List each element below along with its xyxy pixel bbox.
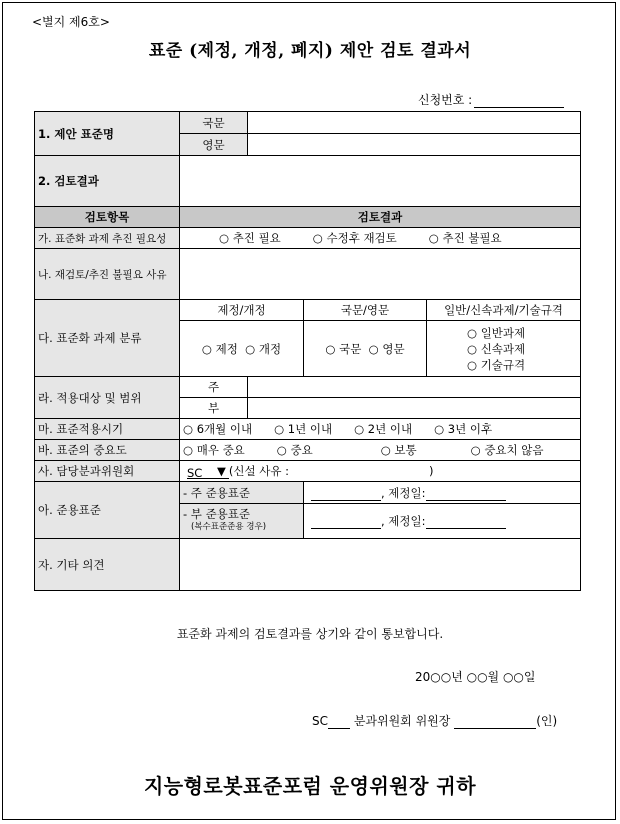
sub-compliance-field [304, 504, 581, 539]
option-2-years[interactable]: ○ 2년 이내 [354, 422, 413, 436]
necessity-label: 가. 표준화 과제 추진 필요성 [35, 228, 180, 249]
sub-compliance-cell [180, 504, 304, 539]
enact-options [180, 321, 304, 377]
option-very-important[interactable]: ○ 매우 중요 [183, 443, 245, 457]
option-1-year[interactable]: ○ 1년 이내 [274, 422, 333, 436]
option-unnecessary[interactable]: ○ 추진 불필요 [428, 231, 502, 245]
scope-main-label: 주 [180, 377, 248, 398]
main-compliance-date-input[interactable] [426, 488, 506, 501]
korean-name-label: 국문 [180, 112, 248, 134]
option-english[interactable]: ○ 영문 [368, 341, 405, 356]
scope-label: 라. 적용대상 및 범위 [35, 377, 180, 419]
option-3-years[interactable]: ○ 3년 이후 [434, 422, 493, 436]
main-compliance-input[interactable] [311, 488, 381, 501]
application-number-label: 신청번호 : [418, 93, 473, 107]
main-compliance-label: - 주 준용표준 [180, 482, 304, 504]
signature-prefix: SC [312, 714, 328, 728]
signature-middle: 분과위원회 위원장 [350, 714, 455, 728]
other-opinion-label: 자. 기타 의견 [35, 539, 180, 591]
timing-label: 마. 표준적용시기 [35, 419, 180, 440]
application-number [418, 91, 564, 108]
review-result-header: 검토결과 [180, 207, 581, 228]
classification-col-type: 일반/신속과제/기술규격 [427, 300, 581, 321]
english-name-field[interactable] [248, 134, 581, 156]
option-important[interactable]: ○ 중요 [276, 443, 313, 457]
sub-compliance-label: - 부 준용표준 [183, 507, 251, 521]
review-form-table [34, 111, 581, 591]
option-normal[interactable]: ○ 보통 [380, 443, 417, 457]
committee-name-field[interactable] [328, 716, 350, 729]
sub-compliance-date-input[interactable] [426, 516, 506, 529]
seal-mark: (인) [536, 714, 558, 728]
new-reason-open: (신설 사유 : [228, 464, 289, 478]
language-options [304, 321, 427, 377]
document-title: 표준 (제정, 개정, 폐지) 제안 검토 결과서 [148, 41, 472, 61]
option-korean[interactable]: ○ 국문 [325, 341, 362, 356]
timing-options [180, 419, 581, 440]
classification-col-enact: 제정/개정 [180, 300, 304, 321]
korean-name-field[interactable] [248, 112, 581, 134]
option-enact[interactable]: ○ 제정 [201, 341, 238, 356]
reason-label: 나. 재검토/추진 불필요 사유 [35, 249, 180, 300]
type-options [427, 321, 581, 377]
main-compliance-field [304, 482, 581, 504]
english-name-label: 영문 [180, 134, 248, 156]
sub-compliance-input[interactable] [311, 516, 381, 529]
scope-main-field[interactable] [248, 377, 581, 398]
notice-text: 표준화 과제의 검토결과를 상기와 같이 통보합니다. [176, 627, 444, 641]
sub-compliance-note: (복수표준준용 경우) [191, 522, 267, 532]
addressee: 지능형로봇표준포럼 운영위원장 귀하 [143, 774, 477, 798]
committee-label: 사. 담당분과위원회 [35, 461, 180, 482]
necessity-options [180, 228, 581, 249]
scope-sub-field[interactable] [248, 398, 581, 419]
reason-field[interactable] [180, 249, 581, 300]
option-fast-track[interactable]: ○ 신속과제 [467, 341, 526, 356]
option-promote[interactable]: ○ 추진 필요 [219, 231, 281, 245]
compliance-label: 아. 준용표준 [35, 482, 180, 539]
option-not-important[interactable]: ○ 중요치 않음 [470, 443, 544, 457]
other-opinion-field[interactable] [180, 539, 581, 591]
chair-name-field[interactable] [454, 716, 536, 729]
review-result-field[interactable] [180, 156, 581, 207]
review-item-header: 검토항목 [35, 207, 180, 228]
classification-label: 다. 표준화 과제 분류 [35, 300, 180, 377]
importance-label: 바. 표준의 중요도 [35, 440, 180, 461]
date-line: 20○○년 ○○월 ○○일 [415, 670, 536, 684]
scope-sub-label: 부 [180, 398, 248, 419]
option-6-months[interactable]: ○ 6개월 이내 [183, 422, 253, 436]
option-amend[interactable]: ○ 개정 [245, 341, 282, 356]
classification-col-language: 국문/영문 [304, 300, 427, 321]
review-result-label: 2. 검토결과 [35, 156, 180, 207]
importance-options [180, 440, 581, 461]
application-number-field[interactable] [474, 95, 564, 108]
annex-label: <별지 제6호> [32, 15, 110, 29]
main-compliance-date-label: , 제정일: [381, 485, 426, 500]
proposal-name-label: 1. 제안 표준명 [35, 112, 180, 156]
dropdown-arrow-icon[interactable]: ▼ [217, 464, 226, 478]
new-reason-close: ) [428, 464, 434, 478]
option-revise[interactable]: ○ 수정후 재검토 [312, 231, 397, 245]
option-tech-spec[interactable]: ○ 기술규격 [467, 357, 526, 372]
committee-value: SC [187, 466, 203, 480]
option-general[interactable]: ○ 일반과제 [467, 325, 526, 340]
sub-compliance-date-label: , 제정일: [381, 514, 426, 528]
signature-line [312, 712, 557, 729]
committee-field [180, 461, 581, 482]
